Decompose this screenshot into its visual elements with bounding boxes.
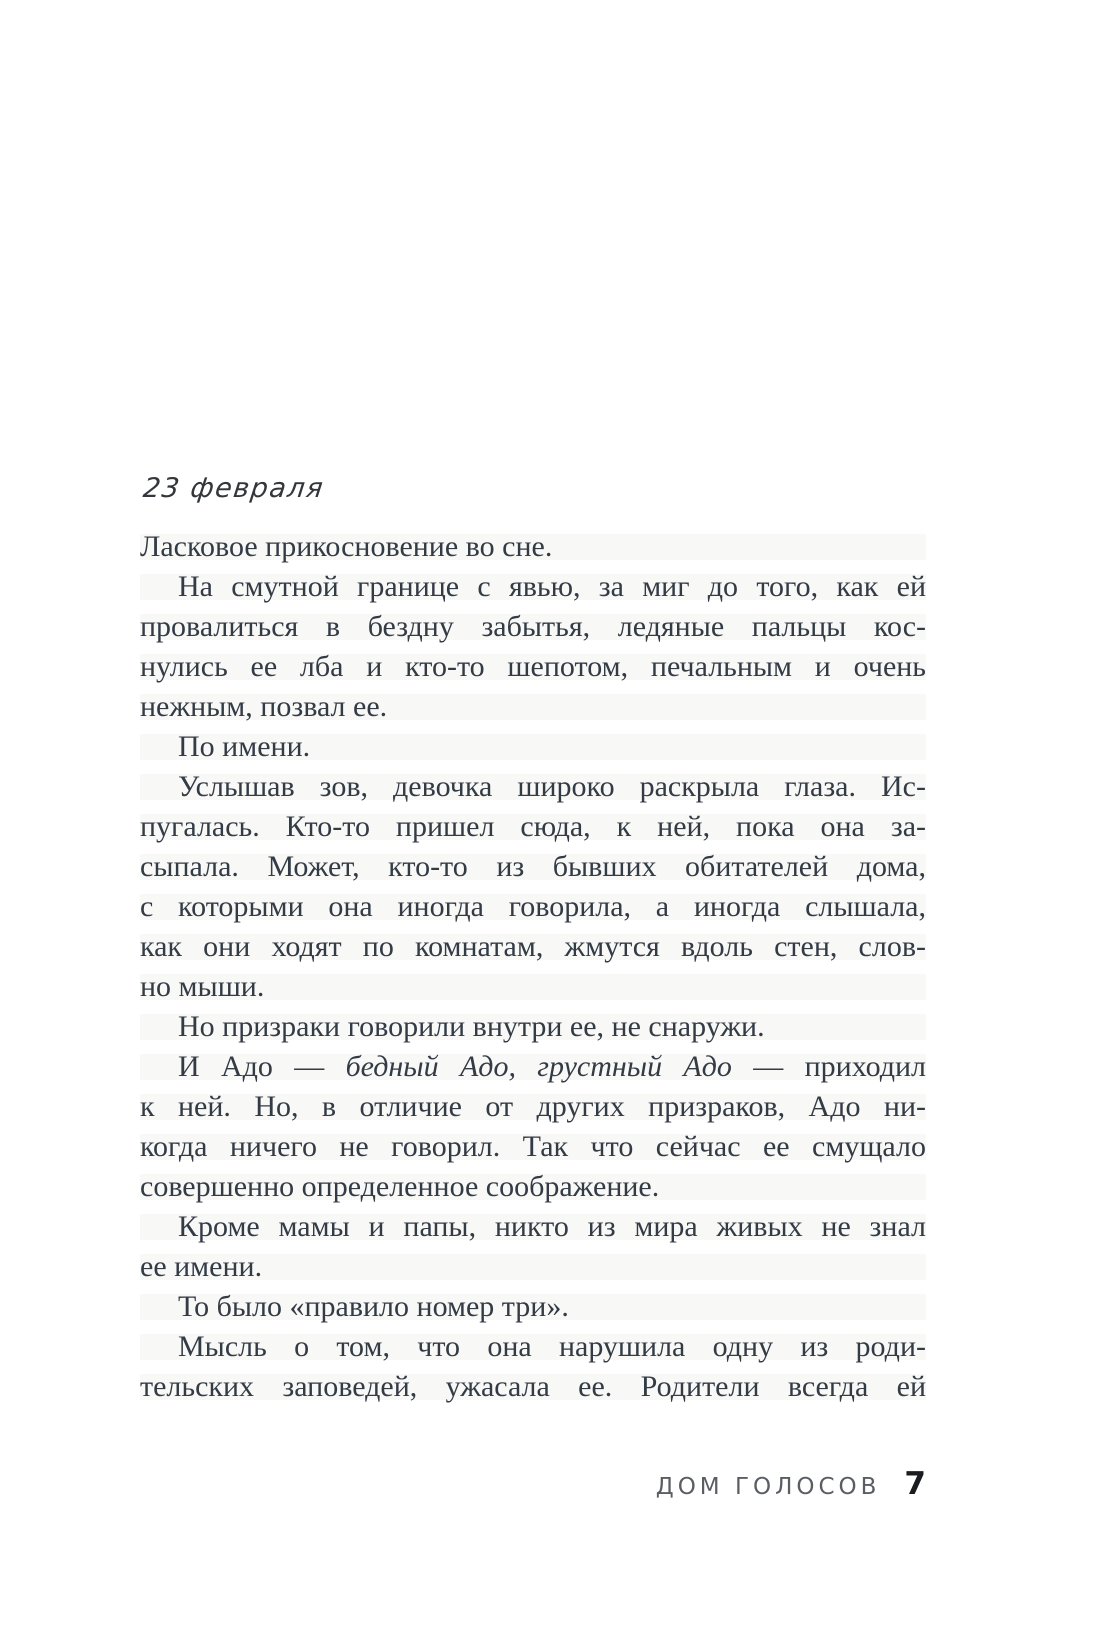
- text-segment: Кроме мамы и папы, никто из мира живых не знал: [178, 1210, 926, 1243]
- text-segment: когда ничего не говорил. Так что сейчас ее смущало: [140, 1130, 926, 1163]
- text-line: [140, 527, 926, 567]
- page-footer: [140, 1466, 926, 1502]
- text-line: [140, 1327, 926, 1367]
- running-title: ДОМ ГОЛОСОВ: [655, 1474, 881, 1500]
- text-line: [140, 1167, 926, 1207]
- text-line: [140, 1287, 926, 1327]
- text-segment: провалиться в бездну забытья, ледяные пальцы кос-: [140, 610, 926, 643]
- text-line: [140, 767, 926, 807]
- text-segment: сыпала. Может, кто-то из бывших обитателей дома,: [140, 850, 926, 883]
- text-line: [140, 1087, 926, 1127]
- text-segment: к ней. Но, в отличие от других призраков, Адо ни-: [140, 1090, 926, 1123]
- body-text-block: [140, 527, 926, 1407]
- text-segment: но мыши.: [140, 970, 265, 1003]
- text-segment: То было «правило номер три».: [178, 1290, 569, 1323]
- text-line: [140, 1367, 926, 1407]
- text-line: [140, 967, 926, 1007]
- text-line: [140, 727, 926, 767]
- text-segment: По имени.: [178, 730, 311, 763]
- text-segment: совершенно определенное соображение.: [140, 1170, 660, 1203]
- text-segment: Ласковое прикосновение во сне.: [140, 530, 553, 563]
- text-segment: Услышав зов, девочка широко раскрыла глаза. Ис-: [178, 770, 926, 803]
- text-line: [140, 1007, 926, 1047]
- italic-text-segment: бедный Адо, грустный Адо: [345, 1050, 732, 1083]
- text-segment: ее имени.: [140, 1250, 263, 1283]
- text-line: [140, 607, 926, 647]
- text-line: [140, 1047, 926, 1087]
- text-segment: Но призраки говорили внутри ее, не снаружи.: [178, 1010, 765, 1043]
- text-line: [140, 927, 926, 967]
- text-segment: нулись ее лба и кто-то шепотом, печальным и очень: [140, 650, 926, 683]
- text-line: [140, 847, 926, 887]
- text-line: [140, 647, 926, 687]
- text-line: [140, 687, 926, 727]
- text-segment: как они ходят по комнатам, жмутся вдоль стен, слов-: [140, 930, 926, 963]
- text-line: [140, 807, 926, 847]
- chapter-date-heading: 23 февраля: [141, 473, 326, 504]
- text-segment: Мысль о том, что она нарушила одну из роди-: [178, 1330, 926, 1363]
- text-line: [140, 567, 926, 607]
- text-line: [140, 1127, 926, 1167]
- text-segment: И Адо —: [178, 1050, 346, 1083]
- text-segment: пугалась. Кто-то пришел сюда, к ней, пока она за-: [140, 810, 926, 843]
- text-segment: — приходил: [731, 1050, 926, 1083]
- text-segment: с которыми она иногда говорила, а иногда слышала,: [140, 890, 926, 923]
- text-segment: нежным, позвал ее.: [140, 690, 388, 723]
- text-segment: тельских заповедей, ужасала ее. Родители всегда ей: [140, 1370, 926, 1403]
- text-line: [140, 1207, 926, 1247]
- text-line: [140, 1247, 926, 1287]
- page-number: 7: [904, 1466, 926, 1502]
- text-segment: На смутной границе с явью, за миг до того, как ей: [178, 570, 926, 603]
- text-line: [140, 887, 926, 927]
